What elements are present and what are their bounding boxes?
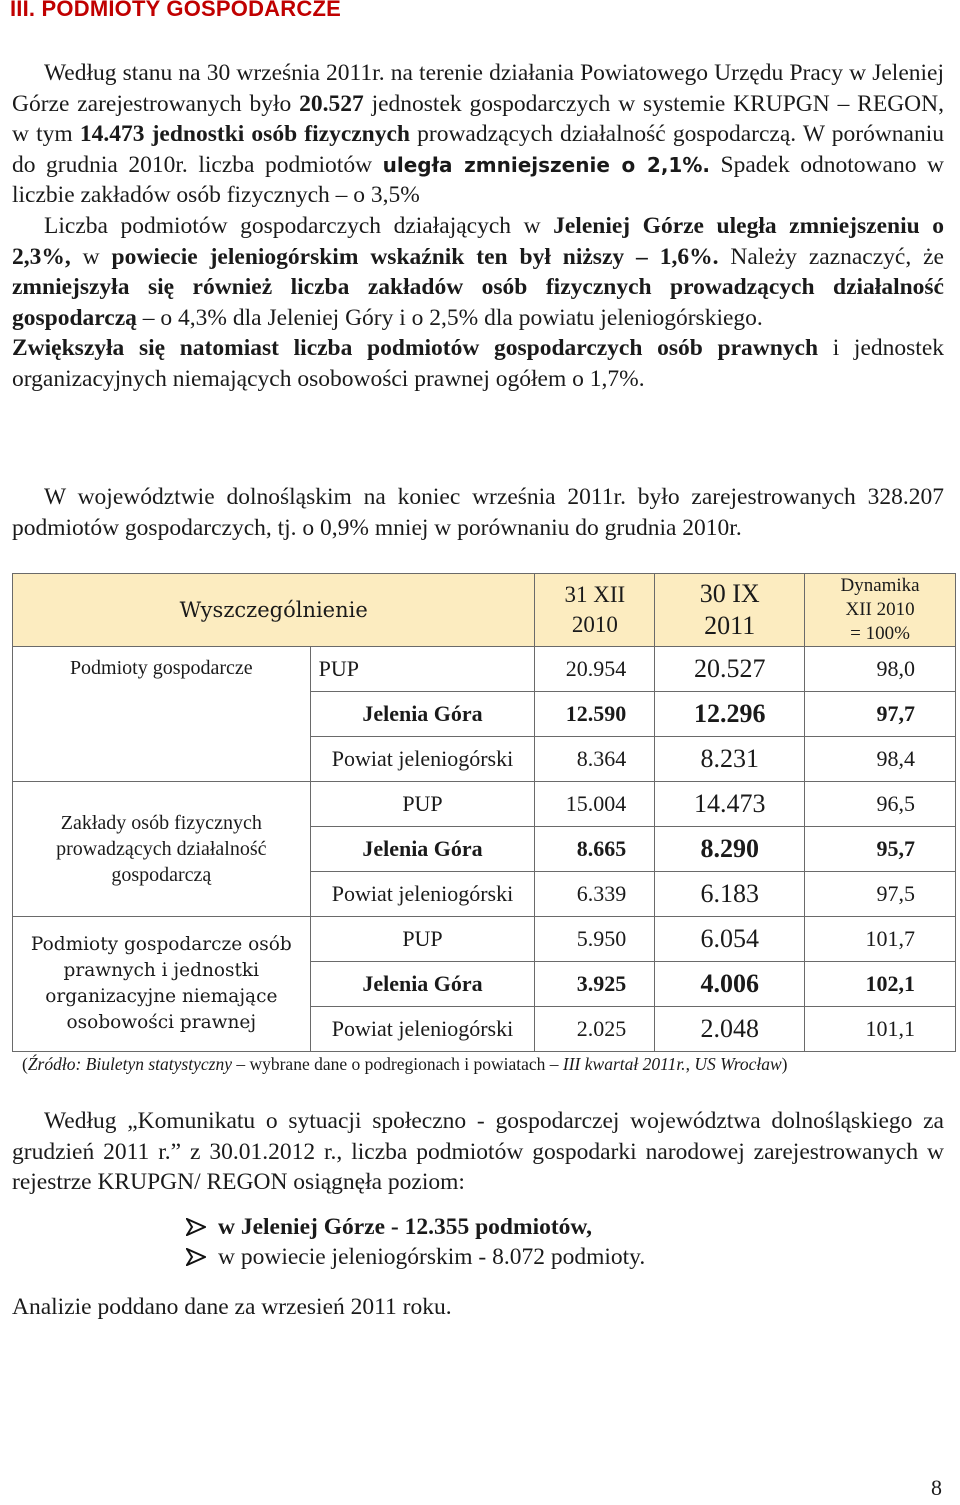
header-dynamics: Dynamika XII 2010 = 100% <box>805 574 956 647</box>
row-name: Jelenia Góra <box>310 692 535 737</box>
value-dec-2010: 12.590 <box>535 692 655 737</box>
row-name: PUP <box>310 647 535 692</box>
voivodeship-text: W województwie dolnośląskim na koniec września 2011r. było zarejestrowanych 328.207 podmiotów gospodarczych, tj. o 0,9% mniej w porównaniu do grudnia 2010r. <box>12 484 944 541</box>
row-name: PUP <box>310 782 535 827</box>
value-dynamics: 102,1 <box>805 962 956 1007</box>
value-dec-2010: 8.665 <box>535 827 655 872</box>
communique-text: Według „Komunikatu o sytuacji społeczno - gospodarczej województwa dolnośląskiego za grudzień 2011 r.” z 30.01.2012 r., liczba podmiotów gospodarki narodowej zarejestrowanych w rejestrze KRUPGN/ REGON osiągnęła poziom: <box>12 1108 944 1196</box>
value-dec-2010: 8.364 <box>535 737 655 782</box>
value-sep-2011: 8.231 <box>655 737 805 782</box>
group-label: Podmioty gospodarcze <box>13 647 311 782</box>
value-sep-2011: 8.290 <box>655 827 805 872</box>
value-dec-2010: 2.025 <box>535 1007 655 1052</box>
header-dec-2010: 31 XII 2010 <box>535 574 655 647</box>
value-dec-2010: 3.925 <box>535 962 655 1007</box>
row-name: Powiat jeleniogórski <box>310 737 535 782</box>
intro-text: Według stanu na 30 września 2011r. na terenie działania Powiatowego Urzędu Pracy w Jeleniej Górze zarejestrowanych było 20.527 jednostek gospodarczych w systemie KRUPGN – REGON, w tym 14.473 jednostki osób fizycznych prowadzących działalność gospodarczą. W porównaniu do grudnia 2010r. liczba podmiotów uległa zmniejszenie o 2,1%. Spadek odnotowano w liczbie zakładów osób fizycznych – o 3,5% Liczba podmiotów gospodarczych działających w Jeleniej Górze uległa zmniejszeniu o 2,3%, w powiecie jeleniogórskim wskaźnik ten był niższy – 1,6%. Należy zaznaczyć, że zmniejszyła się również liczba zakładów osób fizycznych prowadzących działalność gospodarczą – o 4,3% dla Jeleniej Góry i o 2,5% dla powiatu jeleniogórskiego. Zwiększyła się natomiast liczba podmiotów gospodarczych osób prawnych i jednostek organizacyjnych niemających osobowości prawnej ogółem o 1,7%. <box>12 60 944 392</box>
header-description: Wyszczególnienie <box>13 574 535 647</box>
table-header-row <box>13 574 956 647</box>
statistics-table <box>12 573 956 1052</box>
value-sep-2011: 6.054 <box>655 917 805 962</box>
row-name: Powiat jeleniogórski <box>310 872 535 917</box>
value-dynamics: 97,5 <box>805 872 956 917</box>
value-sep-2011: 2.048 <box>655 1007 805 1052</box>
value-dec-2010: 5.950 <box>535 917 655 962</box>
value-dynamics: 98,4 <box>805 737 956 782</box>
row-name: PUP <box>310 917 535 962</box>
row-name: Jelenia Góra <box>310 827 535 872</box>
group-label: Zakłady osób fizycznych prowadzących działalność gospodarczą <box>13 782 311 917</box>
value-sep-2011: 4.006 <box>655 962 805 1007</box>
value-dec-2010: 6.339 <box>535 872 655 917</box>
closing-text: Analizie poddano dane za wrzesień 2011 roku. <box>12 1294 452 1320</box>
list-item: w powiecie jeleniogórskim - 8.072 podmioty. <box>186 1242 645 1272</box>
value-sep-2011: 6.183 <box>655 872 805 917</box>
section-heading: III. PODMIOTY GOSPODARCZE <box>10 0 341 21</box>
table-row <box>13 917 956 962</box>
value-dynamics: 97,7 <box>805 692 956 737</box>
value-dec-2010: 20.954 <box>535 647 655 692</box>
row-name: Jelenia Góra <box>310 962 535 1007</box>
page-number: 8 <box>931 1475 942 1500</box>
value-dynamics: 101,1 <box>805 1007 956 1052</box>
table-row <box>13 782 956 827</box>
row-name: Powiat jeleniogórski <box>310 1007 535 1052</box>
value-sep-2011: 20.527 <box>655 647 805 692</box>
value-dynamics: 98,0 <box>805 647 956 692</box>
value-dynamics: 101,7 <box>805 917 956 962</box>
table-source-note: (Źródło: Biuletyn statystyczny – wybrane dane o podregionach i powiatach – III kwartał 2011r., US Wrocław) <box>22 1054 788 1074</box>
table-row <box>13 647 956 692</box>
arrowhead-bullet-icon <box>186 1248 206 1266</box>
arrowhead-bullet-icon <box>186 1218 206 1236</box>
value-dynamics: 95,7 <box>805 827 956 872</box>
list-item: w Jeleniej Górze - 12.355 podmiotów, <box>186 1212 645 1242</box>
group-label: Podmioty gospodarcze osób prawnych i jednostki organizacyjne niemające osobowości prawnej <box>13 917 311 1052</box>
value-dynamics: 96,5 <box>805 782 956 827</box>
value-sep-2011: 12.296 <box>655 692 805 737</box>
value-sep-2011: 14.473 <box>655 782 805 827</box>
header-sep-2011: 30 IX 2011 <box>655 574 805 647</box>
value-dec-2010: 15.004 <box>535 782 655 827</box>
bullet-list <box>186 1212 645 1272</box>
